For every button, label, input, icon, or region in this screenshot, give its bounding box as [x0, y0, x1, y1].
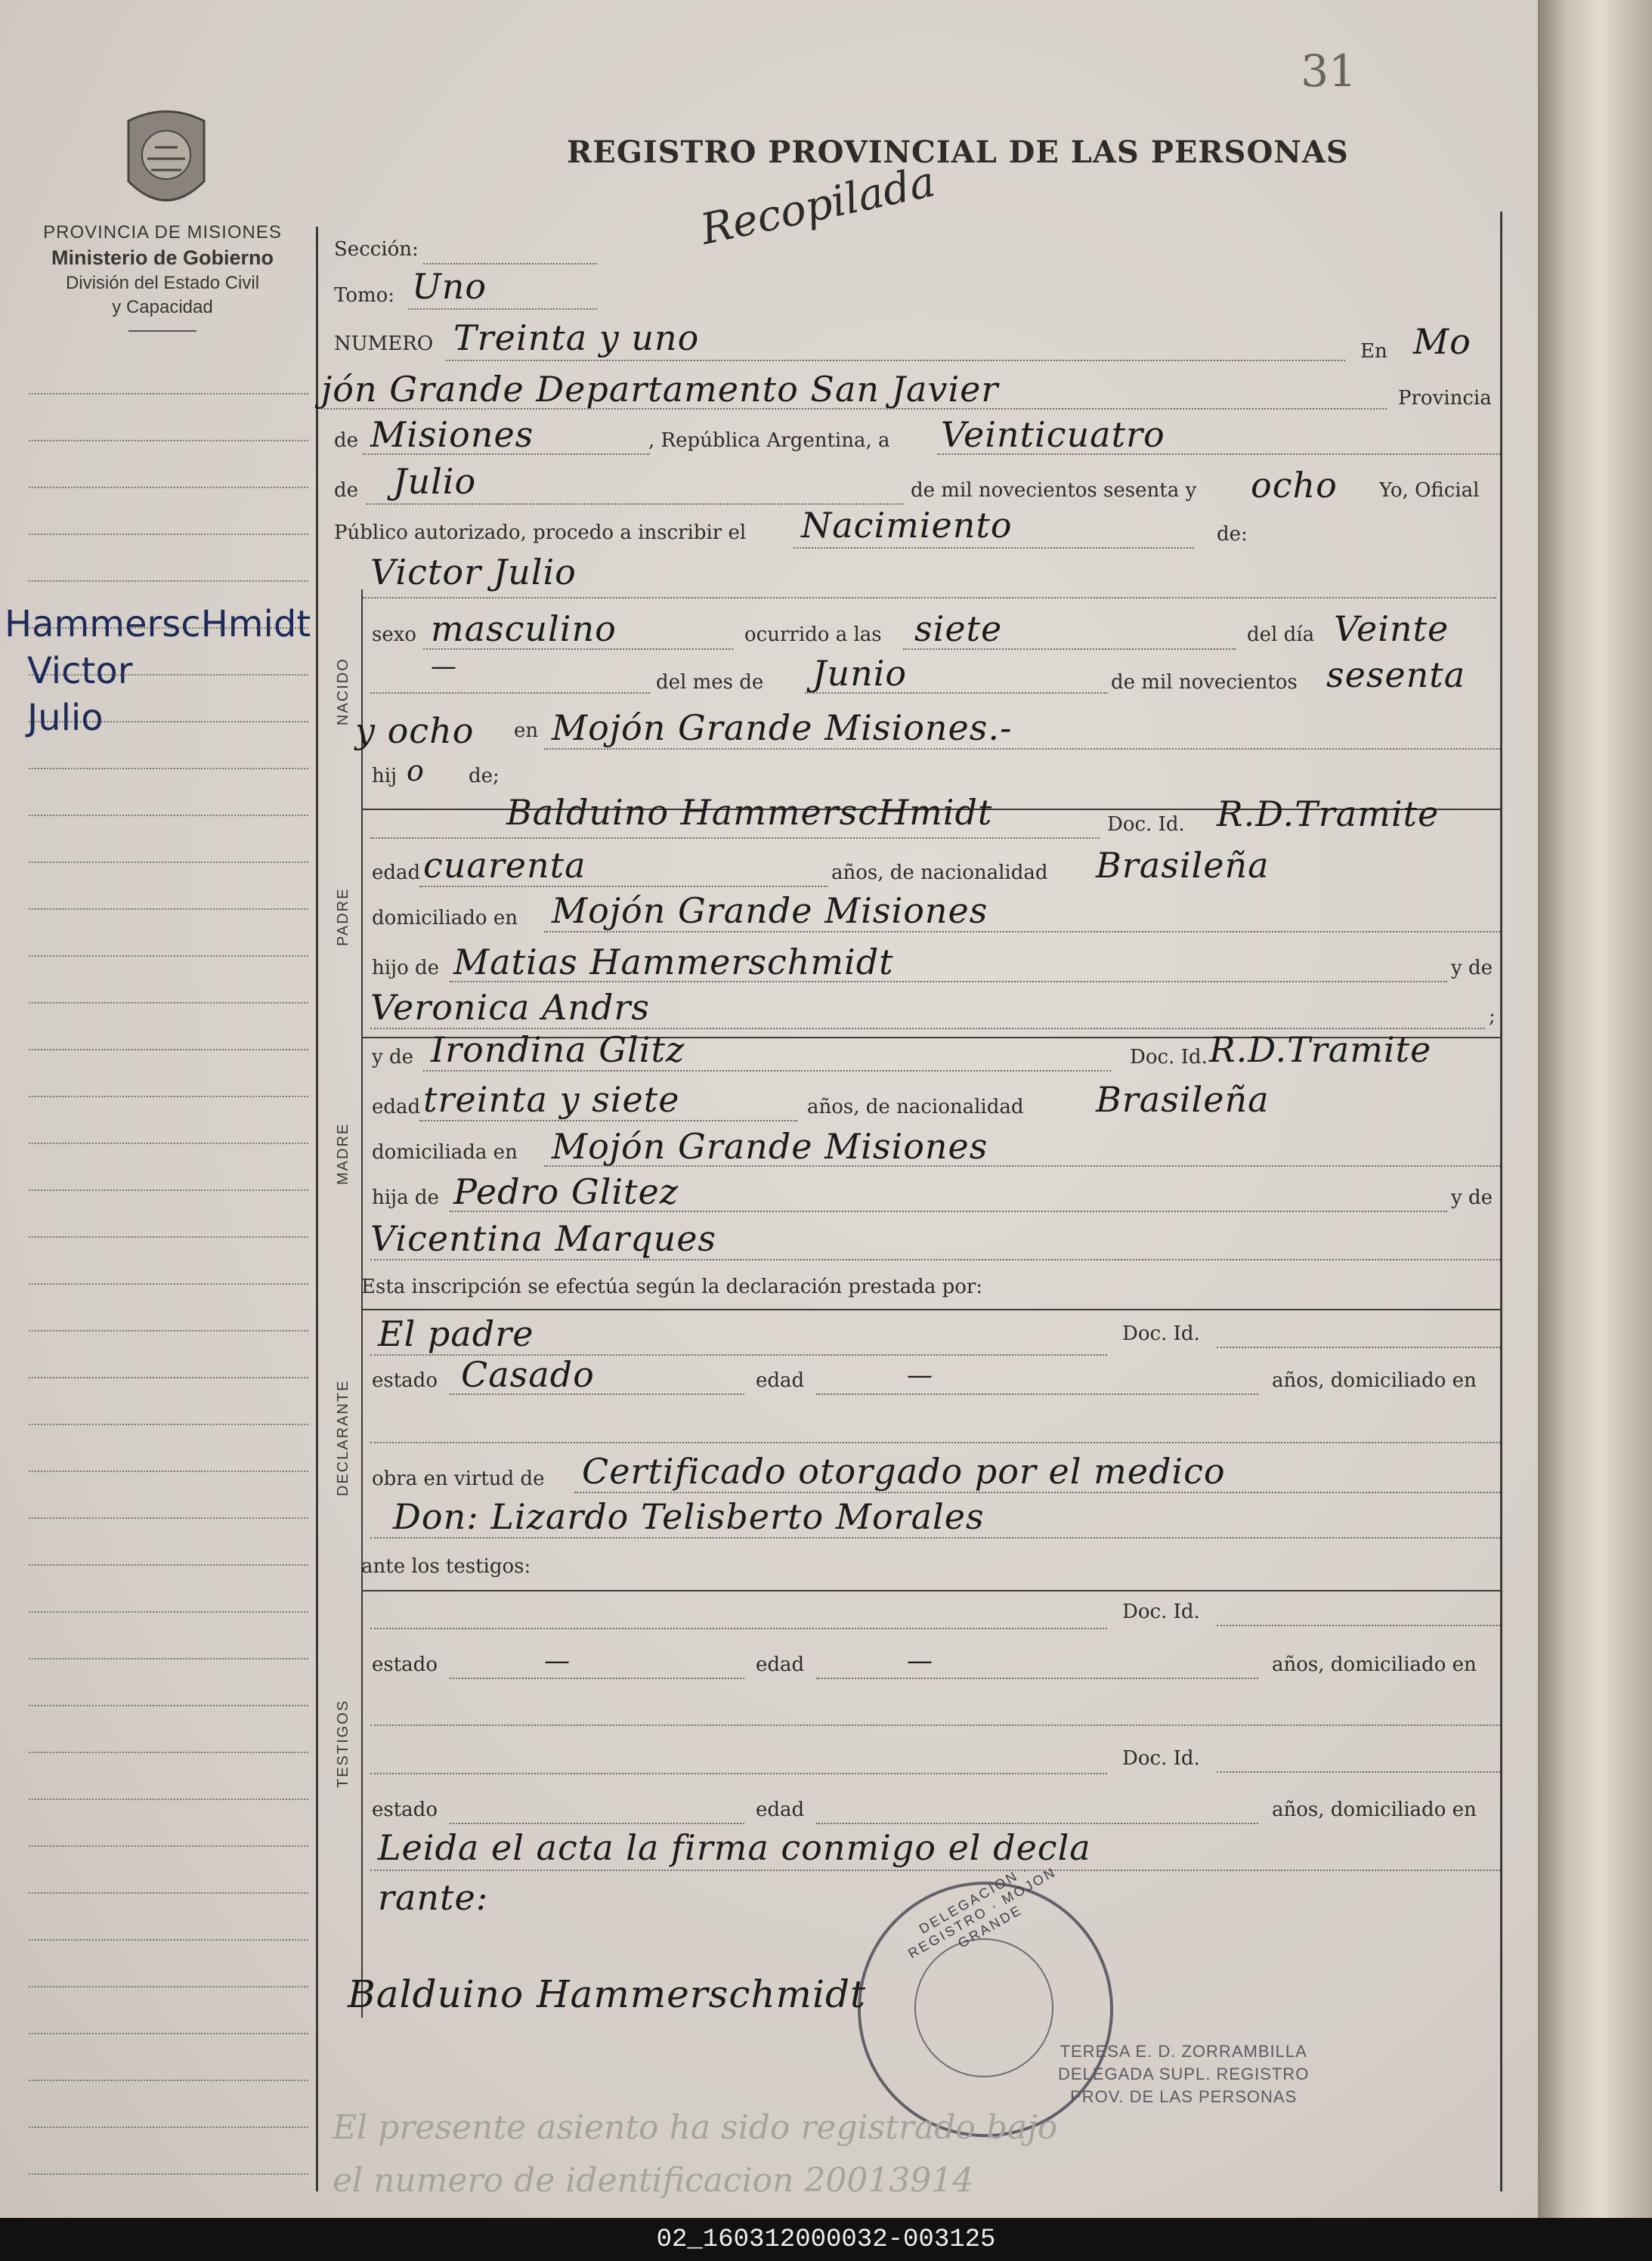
dotted-line: [423, 263, 597, 264]
book-binding: [1538, 0, 1652, 2218]
dotted-line: [408, 308, 597, 310]
label-tomo: Tomo:: [334, 284, 395, 307]
label-seccion: Sección:: [334, 238, 419, 261]
entry-tomo: Uno: [412, 266, 487, 307]
dotted-line: [363, 597, 1496, 598]
label-de-mil-novecientos: de mil novecientos: [1111, 671, 1298, 694]
margin-ruled-line: [29, 768, 308, 769]
image-caption: 02_160312000032-003125: [0, 2218, 1652, 2261]
dotted-line: [816, 1823, 1258, 1824]
margin-ruled-line: [29, 534, 308, 535]
recopilada-annotation: Recopilada: [696, 156, 939, 255]
label-de-colon: de:: [1217, 523, 1248, 546]
dotted-line: [370, 1773, 1107, 1774]
margin-ruled-line: [29, 2080, 308, 2081]
entry-padre-nombre: Balduino HammerscHmidt: [506, 792, 993, 833]
dotted-line: [1217, 1771, 1500, 1773]
entry-madre-hija-de: Pedro Glitez: [453, 1171, 679, 1212]
entry-lugar: jón Grande Departamento San Javier: [321, 369, 999, 410]
margin-ruled-line: [29, 1892, 308, 1894]
label-declarante-anos: años, domiciliado en: [1272, 1369, 1477, 1392]
dotted-line: [450, 1211, 1447, 1212]
label-ocurrido: ocurrido a las: [744, 623, 882, 646]
label-madre-y-de: y de: [1451, 1186, 1493, 1209]
margin-ruled-line: [29, 1424, 308, 1425]
label-madre-dom: domiciliada en: [372, 1141, 518, 1164]
label-en-nac: en: [514, 719, 539, 742]
entry-madre-dom: Mojón Grande Misiones: [552, 1126, 988, 1167]
label-declarante-edad: edad: [756, 1369, 805, 1392]
dotted-line: [1217, 1625, 1500, 1626]
label-publico: Público autorizado, procedo a inscribir el: [334, 521, 747, 544]
entry-sexo: masculino: [431, 608, 617, 649]
label-testigo1-estado: estado: [372, 1653, 438, 1676]
dotted-line: [370, 1259, 1500, 1260]
label-testigo2-estado: estado: [372, 1799, 438, 1821]
dotted-line: [450, 1823, 744, 1824]
entry-dash: —: [431, 651, 457, 682]
dotted-line: [805, 692, 1107, 694]
margin-ruled-line: [29, 1611, 308, 1613]
official-name: TERESA E. D. ZORRAMBILLA: [1060, 2042, 1307, 2061]
dotted-line: [419, 1120, 797, 1121]
dotted-line: [423, 1070, 1111, 1072]
label-en: En: [1360, 340, 1387, 363]
label-madre-edad: edad: [372, 1096, 421, 1118]
margin-ruled-line: [29, 1799, 308, 1800]
margin-note-name-2: Julio: [27, 697, 104, 739]
dotted-line: [544, 1165, 1500, 1167]
label-y-de: y de: [372, 1046, 413, 1069]
margin-ruled-line: [29, 1143, 308, 1144]
document-title: REGISTRO PROVINCIAL DE LAS PERSONAS: [567, 135, 1349, 170]
dotted-line: [794, 547, 1194, 549]
dotted-line: [1217, 1347, 1500, 1348]
margin-ruled-line: [29, 2033, 308, 2034]
margin-ruled-line: [29, 487, 308, 488]
margin-note: [5, 601, 311, 741]
margin-divider: [316, 227, 318, 2191]
dotted-line: [450, 1678, 744, 1679]
org-ministry: Ministerio de Gobierno: [51, 246, 274, 269]
label-de-2: de: [334, 479, 359, 502]
label-testigo2-doc: Doc. Id.: [1122, 1747, 1200, 1770]
dotted-line: [370, 1628, 1107, 1629]
dotted-line: [816, 1678, 1258, 1679]
entry-nombre: Victor Julio: [370, 552, 577, 592]
dotted-line: [423, 648, 733, 650]
label-numero: NUMERO: [334, 332, 434, 355]
margin-ruled-line: [29, 1096, 308, 1097]
label-del-dia: del día: [1247, 623, 1315, 646]
entry-anio: ocho: [1251, 465, 1338, 506]
org-division: División del Estado Civil: [65, 273, 260, 294]
faint-annotation-1: El presente asiento ha sido registrado bajo: [333, 2108, 1058, 2147]
entry-lugar-nac: Mojón Grande Misiones.-: [552, 707, 1013, 748]
section-rule: [361, 1309, 1502, 1310]
dotted-line: [419, 886, 828, 887]
dotted-line: [903, 648, 1236, 650]
margin-ruled-line: [29, 815, 308, 816]
label-inscripcion: Esta inscripción se efectúa según la declaración prestada por:: [361, 1276, 983, 1298]
label-padre-hijo-de: hijo de: [372, 957, 440, 979]
entry-madre-nac: Brasileña: [1096, 1079, 1270, 1120]
official-stamp: [1058, 2040, 1309, 2108]
label-semicolon: ;: [1489, 1005, 1496, 1028]
dotted-line: [816, 1393, 1258, 1395]
label-padre-dom: domiciliado en: [372, 907, 518, 929]
margin-ruled-line: [29, 1189, 308, 1191]
label-padre-doc: Doc. Id.: [1107, 813, 1185, 836]
signature-balduino: Balduino Hammerschmidt: [348, 1972, 867, 2016]
margin-ruled-line: [29, 1658, 308, 1659]
entry-anio-nac-2: y ocho: [355, 710, 475, 751]
margin-ruled-line: [29, 1471, 308, 1472]
section-divider: [361, 589, 363, 2018]
dotted-line: [370, 837, 1100, 839]
section-rule: [361, 1590, 1502, 1591]
entry-cierre-2: rante:: [378, 1877, 489, 1918]
dotted-line: [363, 453, 650, 455]
margin-ruled-line: [29, 1330, 308, 1332]
label-padre-edad: edad: [372, 861, 421, 884]
dotted-line: [370, 1870, 1500, 1871]
label-declarante-estado: estado: [372, 1369, 438, 1392]
margin-ruled-line: [29, 1845, 308, 1847]
official-office: PROV. DE LAS PERSONAS: [1070, 2087, 1298, 2106]
label-testigo1-doc: Doc. Id.: [1122, 1601, 1200, 1623]
label-madre-hija-de: hija de: [372, 1186, 439, 1209]
entry-obra-1: Certificado otorgado por el medico: [582, 1451, 1226, 1492]
dotted-line: [370, 692, 650, 694]
label-testigo2-anos: años, domiciliado en: [1272, 1799, 1477, 1821]
seal-text: DELEGACION · REGISTRO · MOJON GRANDE: [905, 1860, 1060, 1962]
margin-ruled-line: [29, 1564, 308, 1566]
label-provincia: Provincia: [1398, 387, 1492, 410]
margin-ruled-line: [29, 2173, 308, 2175]
entry-padre-hijo-de: Matias Hammerschmidt: [453, 942, 894, 982]
margin-ruled-line: [29, 580, 308, 582]
entry-padre-nac: Brasileña: [1096, 845, 1270, 886]
entry-padre-madre: Veronica Andrs: [370, 987, 650, 1028]
entry-padre-doc: R.D.Tramite: [1217, 793, 1440, 834]
label-testigo1-anos: años, domiciliado en: [1272, 1653, 1477, 1676]
label-ante-testigos: ante los testigos:: [361, 1555, 531, 1578]
entry-dia-inscripcion: Veinticuatro: [941, 414, 1165, 455]
faint-annotation-2: el numero de identificacion 20013914: [333, 2161, 974, 2200]
dotted-line: [450, 1393, 744, 1395]
form-border-right: [1500, 212, 1502, 2191]
entry-numero: Treinta y uno: [453, 317, 700, 358]
entry-madre-edad: treinta y siete: [423, 1079, 680, 1120]
label-padre-y-de: y de: [1451, 957, 1493, 979]
entry-cierre-1: Leida el acta la firma conmigo el decla: [378, 1827, 1091, 1868]
label-republica: , República Argentina, a: [648, 429, 890, 452]
label-del-mes: del mes de: [656, 671, 764, 694]
entry-madre-nombre: Irondina Glitz: [431, 1029, 685, 1070]
margin-ruled-line: [29, 908, 308, 910]
entry-provincia: Misiones: [370, 414, 534, 455]
section-testigos: TESTIGOS: [335, 1699, 351, 1788]
dotted-line: [370, 1442, 1500, 1443]
dotted-line: [450, 981, 1447, 982]
label-testigo1-edad: edad: [756, 1653, 805, 1676]
entry-hora: siete: [914, 608, 1003, 649]
section-padre: PADRE: [335, 887, 351, 946]
entry-madre-madre: Vicentina Marques: [370, 1218, 717, 1259]
section-declarante: DECLARANTE: [335, 1379, 351, 1496]
dotted-line: [574, 1492, 1500, 1493]
dotted-line: [544, 748, 1500, 750]
label-sexo: sexo: [372, 623, 417, 646]
section-madre: MADRE: [335, 1122, 351, 1185]
dotted-line: [370, 1724, 1500, 1726]
label-testigo2-edad: edad: [756, 1799, 805, 1821]
margin-ruled-line: [29, 1705, 308, 1706]
entry-madre-doc: R.D.Tramite: [1209, 1029, 1432, 1070]
label-yo-oficial: Yo, Oficial: [1379, 479, 1480, 502]
margin-ruled-line: [29, 1939, 308, 1941]
entry-hij-suffix: o: [407, 754, 425, 787]
entry-declarante: El padre: [378, 1313, 534, 1354]
org-divider: [128, 330, 196, 332]
dotted-line: [370, 1537, 1500, 1539]
label-madre-doc: Doc. Id.: [1130, 1046, 1208, 1069]
margin-ruled-line: [29, 440, 308, 441]
margin-note-name-1: Victor: [27, 650, 133, 692]
coat-of-arms-icon: [113, 106, 219, 219]
entry-padre-edad: cuarenta: [423, 845, 586, 886]
margin-ruled-line: [29, 1049, 308, 1050]
entry-dia: Veinte: [1334, 608, 1449, 649]
label-mil-novecientos: de mil novecientos sesenta y: [911, 479, 1197, 502]
margin-ruled-line: [29, 861, 308, 863]
entry-declarante-edad: —: [907, 1360, 933, 1390]
label-padre-anos: años, de nacionalidad: [831, 861, 1048, 884]
entry-mes: Junio: [812, 653, 908, 694]
entry-anio-nac-1: sesenta: [1326, 654, 1466, 695]
dotted-line: [937, 453, 1500, 455]
official-role: DELEGADA SUPL. REGISTRO: [1058, 2065, 1310, 2083]
entry-mes-inscripcion: Julio: [393, 461, 477, 502]
issuing-organization: [15, 221, 310, 332]
margin-ruled-line: [29, 955, 308, 957]
margin-note-surname: HammerscHmidt: [5, 603, 311, 645]
org-province: PROVINCIA DE MISIONES: [43, 222, 282, 243]
label-obra: obra en virtud de: [372, 1468, 545, 1490]
label-declarante-doc: Doc. Id.: [1122, 1322, 1200, 1345]
label-hij: hij: [372, 765, 398, 787]
margin-ruled-line: [29, 1236, 308, 1238]
entry-en: Mo: [1413, 321, 1471, 362]
entry-acto: Nacimiento: [801, 505, 1013, 546]
margin-ruled-line: [29, 1517, 308, 1519]
dotted-line: [446, 360, 1345, 361]
entry-declarante-estado: Casado: [461, 1354, 595, 1395]
dotted-line: [321, 408, 1387, 410]
margin-ruled-line: [29, 393, 308, 394]
margin-ruled-line: [29, 1986, 308, 1987]
section-nacido: NACIDO: [335, 657, 351, 725]
entry-obra-2: Don: Lizardo Telisberto Morales: [393, 1496, 985, 1537]
margin-ruled-line: [29, 1752, 308, 1753]
margin-ruled-line: [29, 1377, 308, 1378]
label-madre-anos: años, de nacionalidad: [807, 1096, 1024, 1118]
margin-ruled-line: [29, 1002, 308, 1004]
label-de: de: [334, 429, 359, 452]
label-de-sc: de;: [469, 765, 500, 787]
margin-ruled-line: [29, 2126, 308, 2128]
dotted-line: [544, 931, 1500, 933]
entry-testigo1-edad: —: [907, 1646, 933, 1676]
entry-testigo1-estado: —: [544, 1646, 571, 1676]
entry-padre-dom: Mojón Grande Misiones: [552, 890, 988, 931]
margin-ruled-line: [29, 1283, 308, 1285]
page-number: 31: [1301, 45, 1357, 97]
org-capacity: y Capacidad: [112, 296, 213, 317]
